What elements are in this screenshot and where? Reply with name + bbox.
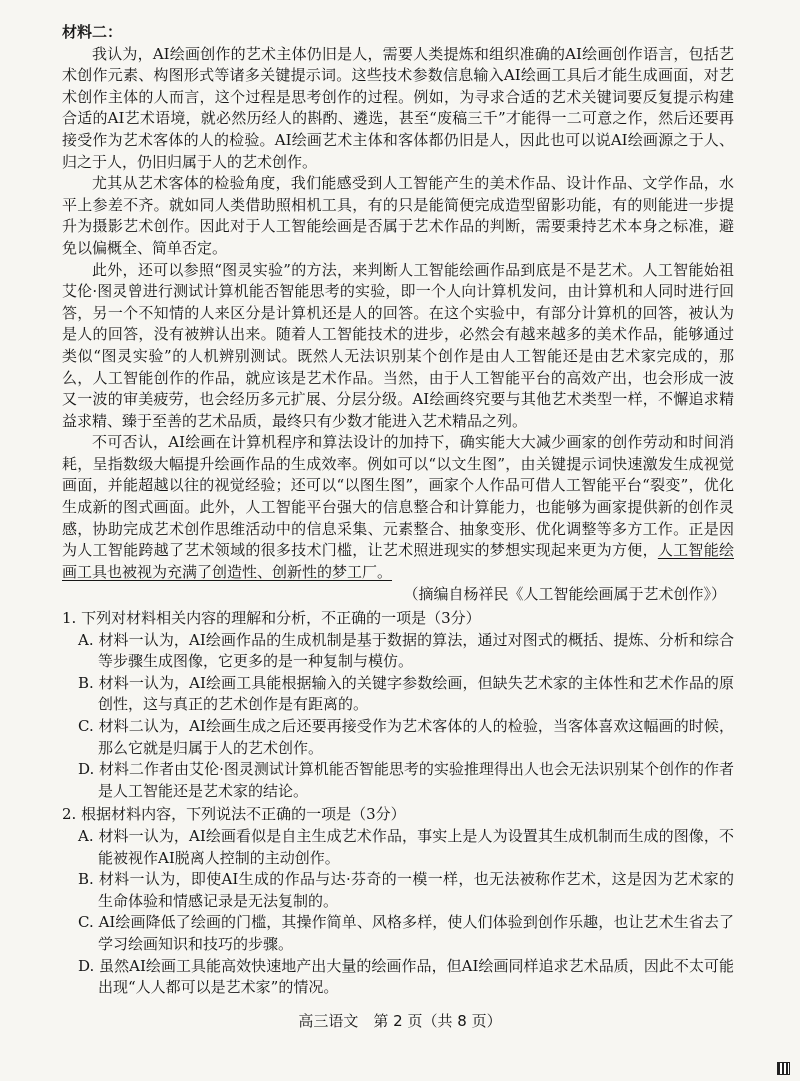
- material-heading: 材料二：: [62, 23, 123, 41]
- question-1: [62, 608, 734, 802]
- qr-code-icon: [777, 1062, 790, 1075]
- paragraph-4-text: 不可否认，AI绘画在计算机程序和算法设计的加持下，确实能大大减少画家的创作劳动和时间消耗，呈指数级大幅提升绘画作品的生成效率。例如可以“以文生图”，由关键提示词快速激发生成视觉画面，并能超越以往的视觉经验；还可以“以图生图”，画家个人作品可借人工智能平台“裂变”，优化生成新的图式画面。此外，人工智能平台强大的信息整合和计算能力，也能够为画家提供新的创作灵感，协助完成艺术创作思维活动中的信息采集、元素整合、抽象变形、优化调整等多方工作。正是因为人工智能跨越了艺术领域的很多技术门槛，让艺术照进现实的梦想实现起来更为方便，: [62, 433, 734, 560]
- paragraph-3: 此外，还可以参照“图灵实验”的方法，来判断人工智能绘画作品到底是不是艺术。人工智能始祖艾伦·图灵曾进行测试计算机能否智能思考的实验，即一个人向计算机发问，由计算机和人同时进行回答，另一个不知情的人来区分是计算机还是人的回答。在这个实验中，有部分计算机的回答，被认为是人的回答，没有被辨认出来。随着人工智能技术的进步，必然会有越来越多的美术作品，能够通过类似“图灵实验”的人机辨别测试。既然人无法识别某个创作是由人工智能还是由艺术家完成的，那么，人工智能创作的作品，就应该是艺术作品。当然，由于人工智能平台的高效产出，也会形成一波又一波的审美疲劳，也会经历多元扩展、分层分级。AI绘画终究要与其他艺术类型一样，不懈追求精益求精、臻于至善的艺术品质，最终只有少数才能进入艺术精品之列。: [62, 260, 734, 430]
- question-2-option-a: A. 材料一认为，AI绘画看似是自主生成艺术作品，事实上是人为设置其生成机制而生成的图像，不能被视作AI脱离人控制的主动创作。: [78, 826, 734, 867]
- paragraph-2: 尤其从艺术客体的检验角度，我们能感受到人工智能产生的美术作品、设计作品、文学作品，水平上参差不齐。就如同人类借助照相机工具，有的只是能简便完成造型留影功能，有的则能进一步提升为摄影艺术创作。因此对于人工智能绘画是否属于艺术作品的判断，需要秉持艺术本身之标准，避免以偏概全、简单否定。: [62, 174, 734, 257]
- question-2-stem: 2. 根据材料内容，下列说法不正确的一项是（3分）: [62, 805, 406, 824]
- paragraph-4-underlined: 人工智能绘画工具也被视为充满了创造性、创新性的梦工厂。: [62, 541, 734, 581]
- question-2-option-c: C. AI绘画降低了绘画的门槛，其操作简单、风格多样，使人们体验到创作乐趣，也让艺术生省去了学习绘画知识和技巧的步骤。: [78, 913, 734, 953]
- paragraph-4: [62, 432, 734, 583]
- scanner-watermark: [777, 1062, 790, 1075]
- page-footer: 高三语文 第 2 页（共 8 页）: [298, 1012, 502, 1030]
- question-1-option-a: A. 材料一认为，AI绘画作品的生成机制是基于数据的算法，通过对图式的概括、提炼、分析和综合等步骤生成图像，它更多的是一种复制与模仿。: [78, 630, 734, 671]
- question-2-option-d: D. 虽然AI绘画工具能高效快速地产出大量的绘画作品，但AI绘画同样追求艺术品质，因此不太可能出现“人人都可以是艺术家”的情况。: [78, 956, 734, 997]
- question-1-option-d: D. 材料二作者由艾伦·图灵测试计算机能否智能思考的实验推理得出人也会无法识别某个创作的作者是人工智能还是艺术家的结论。: [78, 760, 734, 800]
- question-2-option-b: B. 材料一认为，即使AI生成的作品与达·芬奇的一模一样，也无法被称作艺术，这是因为艺术家的生命体验和情感记录是无法复制的。: [78, 870, 734, 910]
- question-1-option-b: B. 材料一认为，AI绘画工具能根据输入的关键字参数绘画，但缺失艺术家的主体性和艺术作品的原创性，这与真正的艺术创作是有距离的。: [78, 673, 734, 714]
- page-content: [62, 22, 734, 999]
- question-1-stem: 1. 下列对材料相关内容的理解和分析，不正确的一项是（3分）: [62, 609, 481, 628]
- paragraph-1: 我认为，AI绘画创作的艺术主体仍旧是人，需要人类提炼和组织准确的AI绘画创作语言，包括艺术创作元素、构图形式等诸多关键提示词。这些技术参数信息输入AI绘画工具后才能生成画面，对艺术创作主体的人而言，这个过程是思考创作的过程。例如，为寻求合适的艺术关键词要反复提示构建合适的AI艺术语境，就必然历经人的斟酌、遴选，甚至“废稿三千”才能得一二可意之作，然后还要再接受作为艺术客体的人的检验。AI绘画艺术主体和客体都仍旧是人，因此也可以说AI绘画源之于人、归之于人，仍旧归属于人的艺术创作。: [62, 44, 734, 171]
- source-citation: （摘编自杨祥民《人工智能绘画属于艺术创作》）: [403, 585, 726, 604]
- question-1-option-c: C. 材料二认为，AI绘画生成之后还要再接受作为艺术客体的人的检验，当客体喜欢这幅画的时候，那么它就是归属于人的艺术创作。: [78, 717, 734, 757]
- question-2: [62, 804, 734, 998]
